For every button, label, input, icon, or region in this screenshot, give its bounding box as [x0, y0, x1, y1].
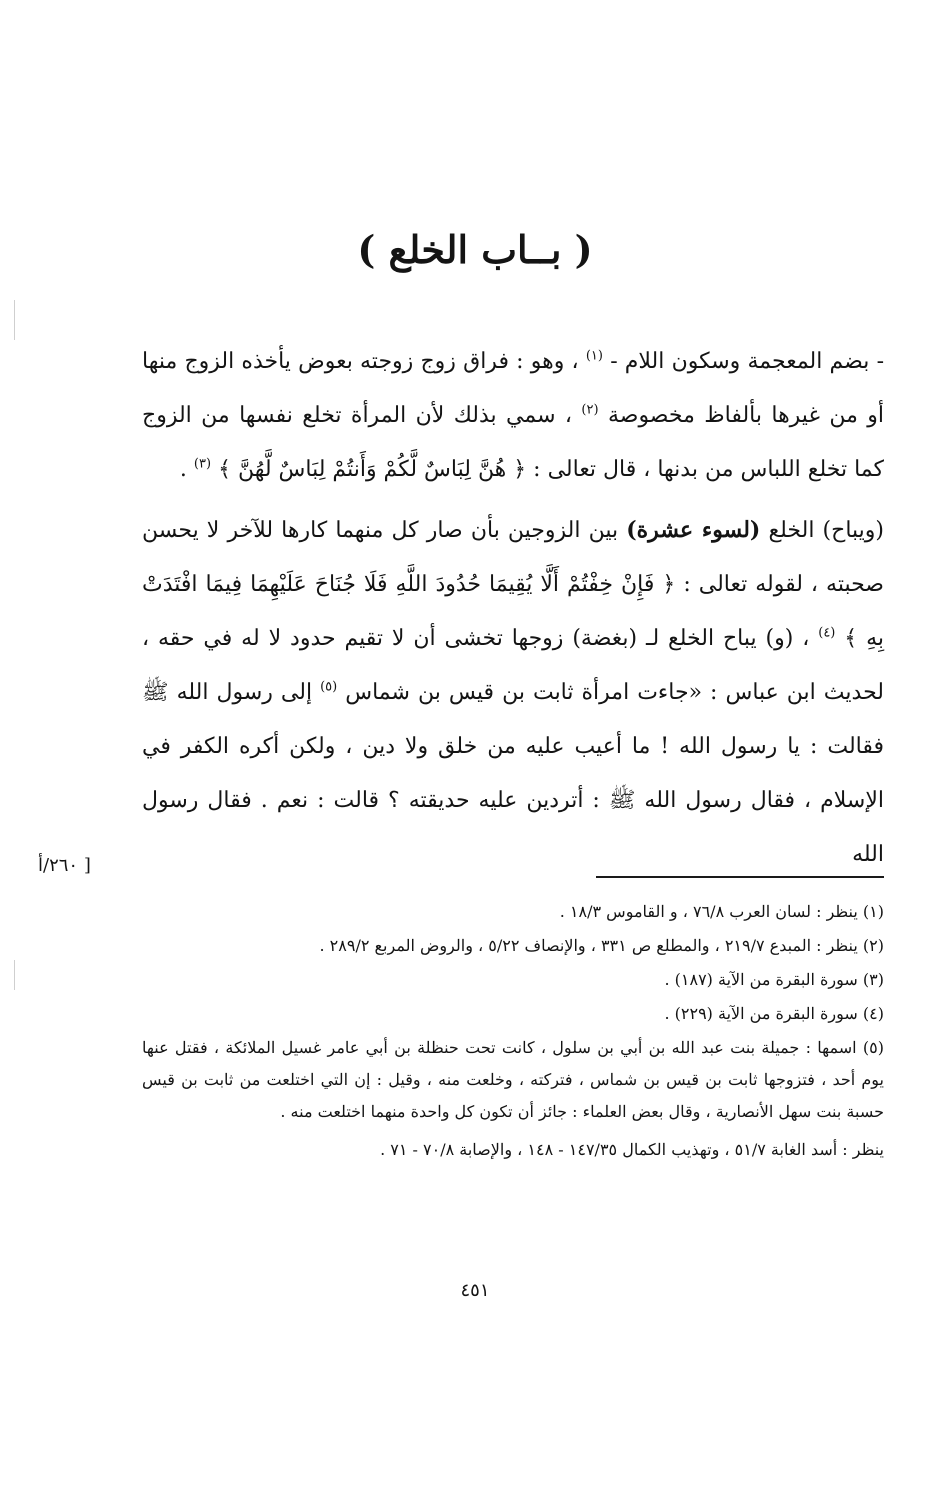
text-run: ، وهو : فراق زوج زوجته بعوض يأخذه الزوج منها أو من غيرها بألفاظ مخصوصة — [142, 349, 885, 428]
paragraph-definition — [142, 335, 884, 497]
main-text — [142, 335, 884, 882]
scan-edge-mark — [14, 300, 15, 340]
quran-verse: ﴿ هُنَّ لِبَاسٌ لَّكُمْ وَأَنتُمْ لِبَاسٌ لَّهُنَّ ﴾ — [218, 457, 527, 482]
footnotes — [142, 896, 884, 1166]
text-run: (ويباح) الخلع — [768, 518, 885, 543]
footnote-item: (٣) سورة البقرة من الآية (١٨٧) . — [664, 970, 884, 989]
footnote-ref-4: (٤) — [818, 625, 836, 641]
chapter-title: ( بــاب الخلع ) — [357, 227, 593, 272]
footnote-item: (٢) ينظر : المبدع ٢١٩/٧ ، والمطلع ص ٣٣١ ، والإنصاف ٥/٢٢ ، والروض المربع ٢٨٩/٢ . — [319, 936, 884, 955]
text-run: - بضم المعجمة وسكون اللام - — [610, 349, 885, 374]
footnote-item: (١) ينظر : لسان العرب ٧٦/٨ ، و القاموس ١٨/٣ . — [559, 902, 884, 921]
footnote-ref-1: (١) — [585, 348, 603, 364]
footnote-separator — [596, 876, 884, 878]
text-run: إلى رسول الله ﷺ فقالت : يا رسول الله ! ما أعيب عليه من خلق ولا دين ، ولكن أكره الكفر في الإسلام ، فقال رسول الله ﷺ : أتردين عليه حديقته ؟ قالت : نعم . فقال رسول الله — [142, 680, 884, 867]
manuscript-folio-marker: [ ٢٦٠/أ — [38, 855, 91, 876]
footnote-reference-line: ينظر : أسد الغابة ٥١/٧ ، وتهذيب الكمال ١٤٧/٣٥ - ١٤٨ ، والإصابة ٧٠/٨ - ٧١ . — [380, 1140, 884, 1159]
text-run: ، (و) يباح الخلع لـ (بغضة) زوجها تخشى أن لا تقيم حدود لا له في حقه ، لحديث ابن عباس : «جاءت امرأة ثابت بن قيس بن شماس — [142, 626, 884, 705]
text-run: ، سمي بذلك لأن المرأة تخلع نفسها من الزوج كما تخلع اللباس من بدنها ، قال تعالى : — [142, 403, 884, 482]
emphasis-phrase: (لسوء عشرة) — [626, 517, 761, 543]
footnote-item: (٤) سورة البقرة من الآية (٢٢٩) . — [664, 1004, 884, 1023]
scan-edge-mark — [14, 960, 15, 990]
text-run: بين الزوجين بأن صار كل منهما كارها للآخر لا يحسن صحبته ، لقوله تعالى : — [142, 518, 884, 597]
paragraph-permissibility — [142, 503, 884, 882]
footnote-ref-3: (٣) — [193, 456, 212, 472]
text-run: . — [179, 457, 187, 482]
quran-verse: ﴿ فَإِنْ خِفْتُمْ أَلَّا يُقِيمَا حُدُودَ اللَّهِ فَلَا جُنَاحَ عَلَيْهِمَا فِيمَا افْتَدَتْ بِهِ ﴾ — [142, 572, 884, 651]
footnote-ref-2: (٢) — [581, 402, 599, 418]
footnote-item: (٥) اسمها : جميلة بنت عبد الله بن أبي بن سلول ، كانت تحت حنظلة بن أبي عامر غسيل الملائكة ، فقتل عنها يوم أحد ، فتزوجها ثابت بن قيس بن شماس ، فتركته ، وخلعت منه ، وقيل : إن التي اختلعت من ثابت بن قيس حسبة بنت سهل الأنصارية ، وقال بعض العلماء : جائز أن تكون كل واحدة منهما اختلعت منه . — [142, 1038, 884, 1121]
footnote-ref-5: (٥) — [320, 679, 338, 695]
page-number: ٤٥١ — [460, 1280, 490, 1301]
